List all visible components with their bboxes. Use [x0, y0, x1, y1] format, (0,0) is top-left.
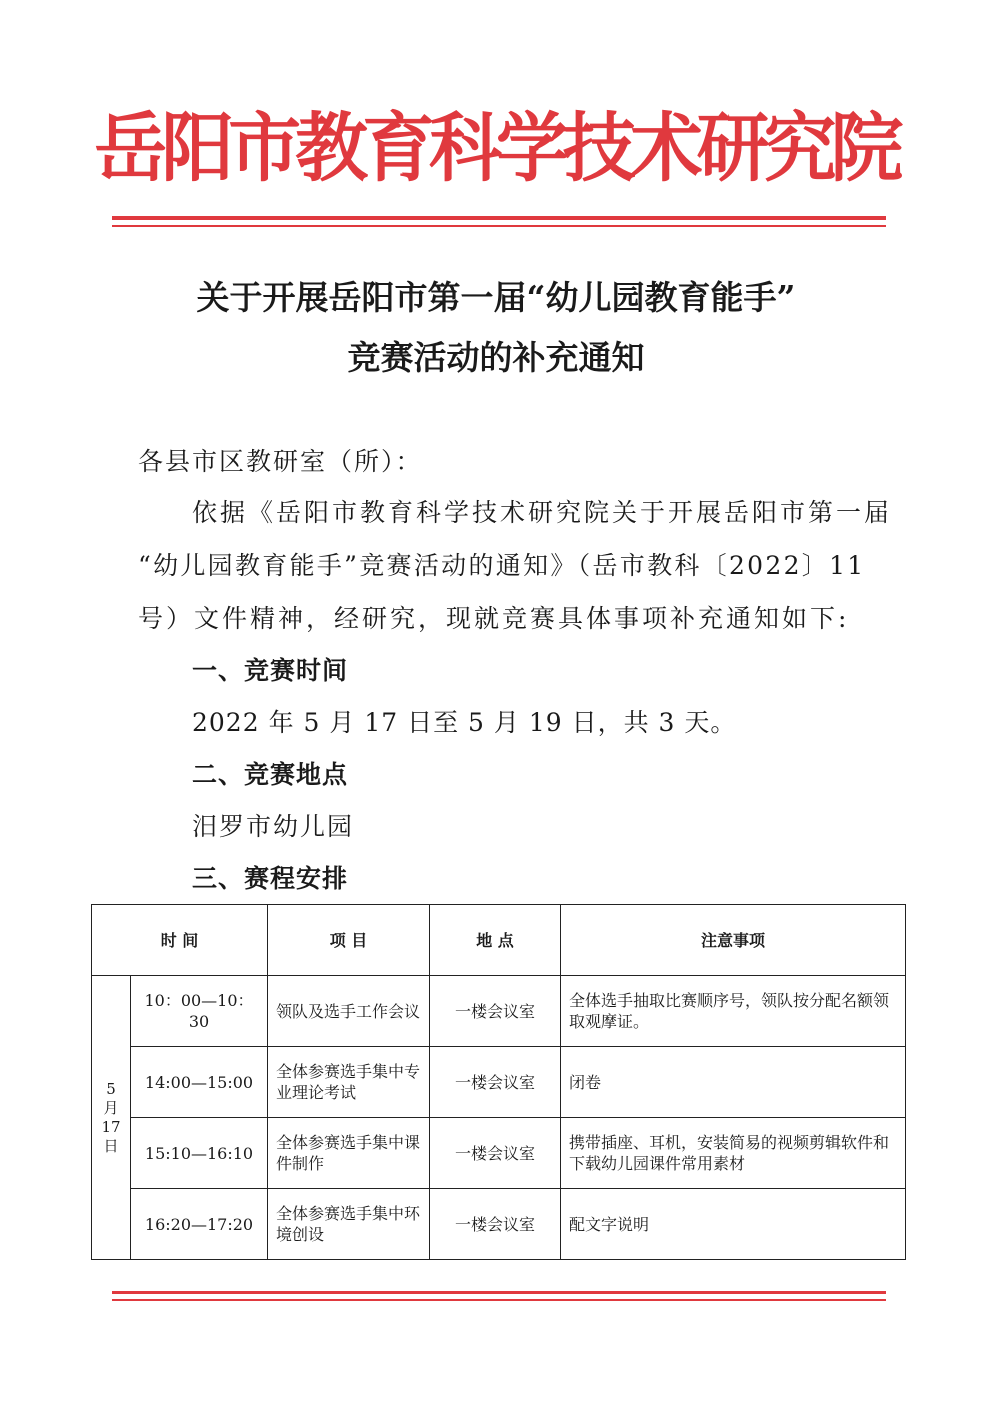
table-header-row — [92, 905, 906, 976]
item-cell: 全体参赛选手集中环境创设 — [268, 1189, 430, 1260]
time-cell: 16:20—17:20 — [131, 1189, 268, 1260]
location-cell: 一楼会议室 — [430, 1118, 561, 1189]
time-cell: 14:00—15:00 — [131, 1047, 268, 1118]
date-cell — [92, 976, 131, 1260]
location-cell: 一楼会议室 — [430, 1189, 561, 1260]
header-notes: 注意事项 — [561, 905, 906, 976]
footer-rule-thick — [112, 1291, 886, 1294]
paragraph-line: “幼儿园教育能手”竞赛活动的通知》（岳市教科〔2022〕11 — [138, 551, 866, 580]
document-title-line1: 关于开展岳阳市第一届“幼儿园教育能手” — [196, 278, 796, 317]
header-time: 时 间 — [92, 905, 268, 976]
time-cell: 15:10—16:10 — [131, 1118, 268, 1189]
notes-cell: 携带插座、耳机，安装简易的视频剪辑软件和下载幼儿园课件常用素材 — [561, 1118, 906, 1189]
header-item: 项 目 — [268, 905, 430, 976]
notes-cell: 配文字说明 — [561, 1189, 906, 1260]
date-label: 5 月 17 日 — [101, 1079, 121, 1155]
time-cell: 10：00—10：30 — [131, 976, 268, 1047]
section-text-location: 汨罗市幼儿园 — [192, 812, 355, 841]
paragraph-line: 号）文件精神，经研究，现就竞赛具体事项补充通知如下: — [138, 604, 850, 633]
section-text-time: 2022 年 5 月 17 日至 5 月 19 日，共 3 天。 — [192, 708, 737, 737]
schedule-table — [91, 904, 906, 1260]
footer-rule-thin — [112, 1299, 886, 1301]
section-heading-schedule: 三、赛程安排 — [192, 864, 349, 893]
salutation: 各县市区教研室（所）： — [138, 447, 423, 476]
table-row — [92, 1189, 906, 1260]
item-cell: 全体参赛选手集中课件制作 — [268, 1118, 430, 1189]
table-row — [92, 1118, 906, 1189]
location-cell: 一楼会议室 — [430, 1047, 561, 1118]
letterhead-rule-thick — [112, 216, 886, 220]
item-cell: 领队及选手工作会议 — [268, 976, 430, 1047]
notes-cell: 全体选手抽取比赛顺序号，领队按分配名额领取观摩证。 — [561, 976, 906, 1047]
section-heading-location: 二、竞赛地点 — [192, 760, 349, 789]
letterhead-rule-thin — [112, 225, 886, 227]
letterhead-org-name: 岳阳市教育科学技术研究院 — [94, 104, 898, 192]
paragraph-line: 依据《岳阳市教育科学技术研究院关于开展岳阳市第一届 — [192, 498, 893, 527]
section-heading-time: 一、竞赛时间 — [192, 656, 349, 685]
table-row — [92, 1047, 906, 1118]
location-cell: 一楼会议室 — [430, 976, 561, 1047]
notes-cell: 闭卷 — [561, 1047, 906, 1118]
table-row — [92, 976, 906, 1047]
item-cell: 全体参赛选手集中专业理论考试 — [268, 1047, 430, 1118]
document-title-line2: 竞赛活动的补充通知 — [347, 338, 645, 377]
header-location: 地 点 — [430, 905, 561, 976]
